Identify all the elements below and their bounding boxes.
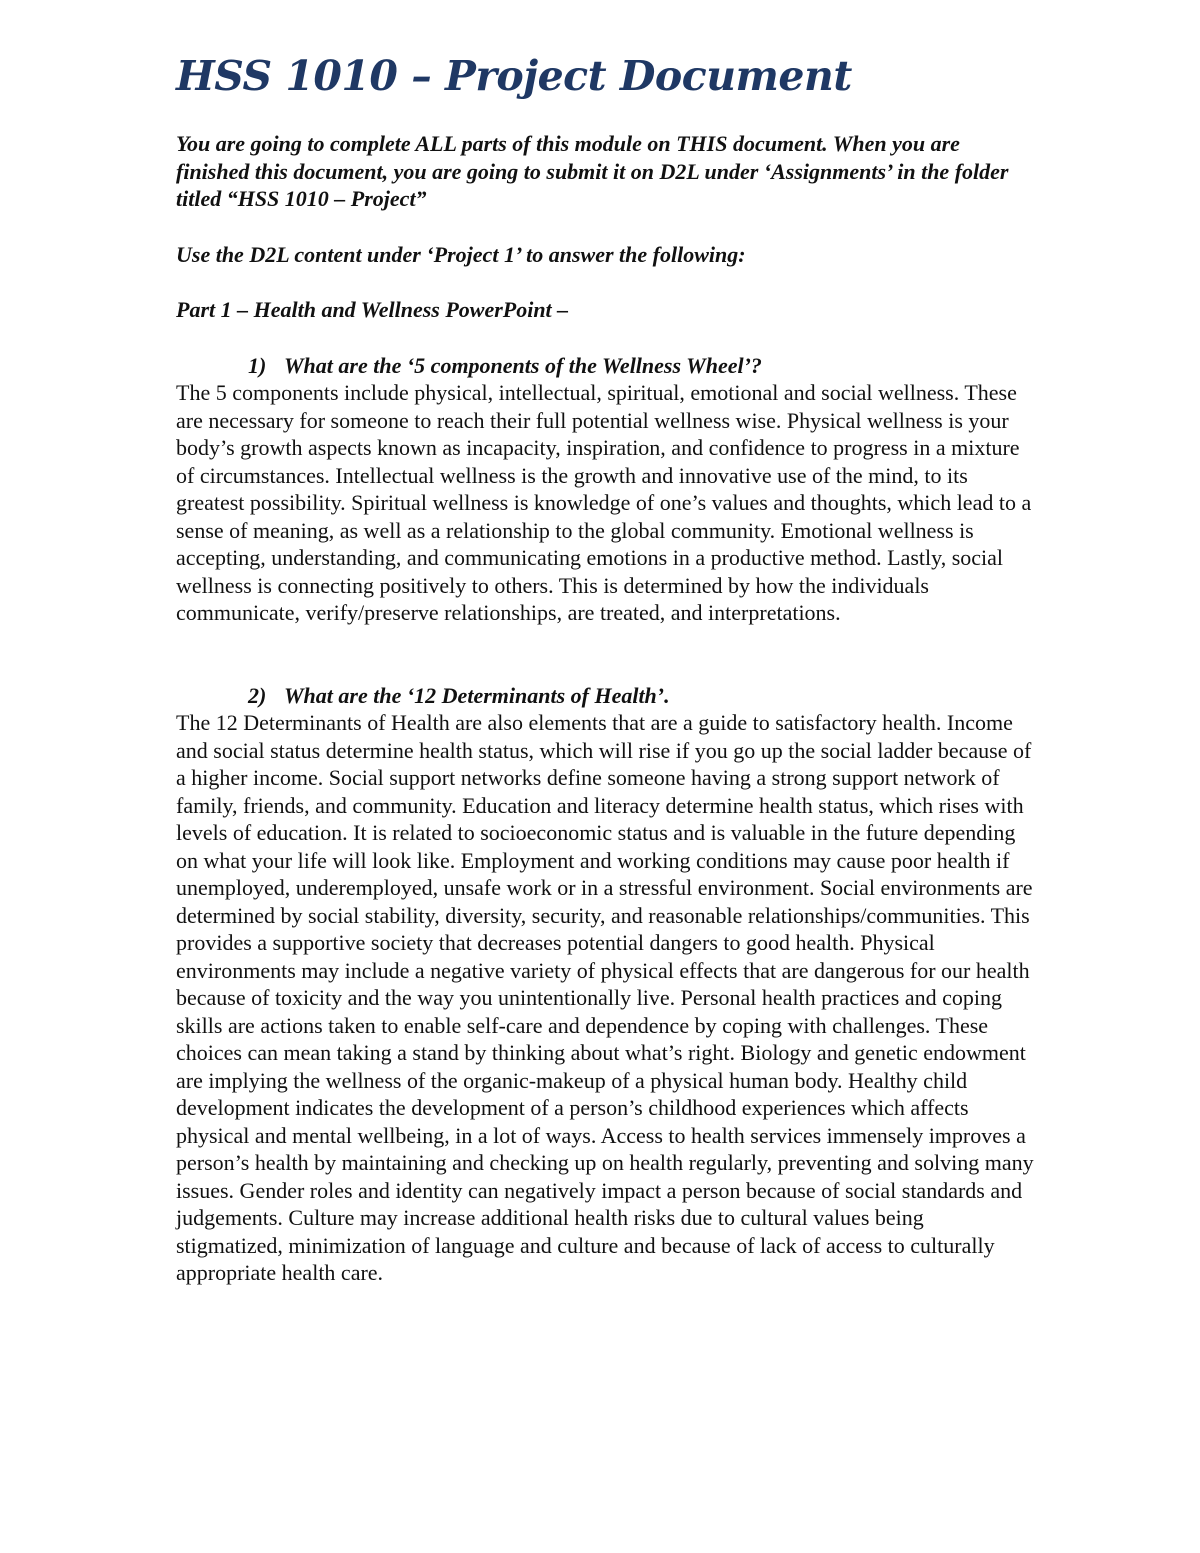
question-number: 2) xyxy=(248,682,267,708)
intro-paragraph: You are going to complete ALL parts of this module on THIS document. When you are finished this document, you are going to submit it on D2L under ‘Assignments’ in the folder titled “HSS 1010 – Project” xyxy=(176,131,1009,211)
document-title: HSS 1010 – Project Document xyxy=(176,52,852,100)
answer-1: The 5 components include physical, intellectual, spiritual, emotional and social wellness. These are necessary for someone to reach their full potential wellness wise. Physical wellness is your body’s growth aspects known as incapacity, inspiration, and confidence to progress in a mixture of circumstances. Intellectual wellness is the growth and innovative use of the mind, to its greatest possibility. Spiritual wellness is knowledge of one’s values and thoughts, which lead to a sense of meaning, as well as a relationship to the global community. Emotional wellness is accepting, understanding, and communicating emotions in a productive method. Lastly, social wellness is connecting positively to others. This is determined by how the individuals communicate, verify/preserve relationships, are treated, and interpretations. xyxy=(176,380,1032,625)
question-number: 1) xyxy=(248,352,267,378)
question-text: What are the ‘12 Determinants of Health’. xyxy=(284,682,670,708)
question-1 xyxy=(176,352,1036,380)
instruction-line: Use the D2L content under ‘Project 1’ to answer the following: xyxy=(176,241,746,267)
answer-2: The 12 Determinants of Health are also elements that are a guide to satisfactory health. Income and social status determine health status, which will rise if you go up the social ladder because of a higher income. Social support networks define someone having a strong support network of family, friends, and community. Education and literacy determine health status, which rises with levels of education. It is related to socioeconomic status and is valuable in the future depending on what your life will look like. Employment and working conditions may cause poor health if unemployed, underemployed, unsafe work or in a stressful environment. Social environments are determined by social stability, diversity, security, and reasonable relationships/communities. This provides a supportive society that decreases potential dangers to good health. Physical environments may include a negative variety of physical effects that are dangerous for our health because of toxicity and the way you unintentionally live. Personal health practices and coping skills are actions taken to enable self-care and dependence by coping with challenges. These choices can mean taking a stand by thinking about what’s right. Biology and genetic endowment are implying the wellness of the organic-makeup of a physical human body. Healthy child development indicates the development of a person’s childhood experiences which affects physical and mental wellbeing, in a lot of ways. Access to health services immensely improves a person’s health by maintaining and checking up on health regularly, preventing and solving many issues. Gender roles and identity can negatively impact a person because of social standards and judgements. Culture may increase additional health risks due to cultural values being stigmatized, minimization of language and culture and because of lack of access to culturally appropriate health care. xyxy=(176,710,1034,1285)
document-page xyxy=(176,48,1036,1287)
question-text: What are the ‘5 components of the Wellness Wheel’? xyxy=(284,352,762,378)
part-heading: Part 1 – Health and Wellness PowerPoint – xyxy=(176,297,569,322)
question-2 xyxy=(176,682,1036,710)
